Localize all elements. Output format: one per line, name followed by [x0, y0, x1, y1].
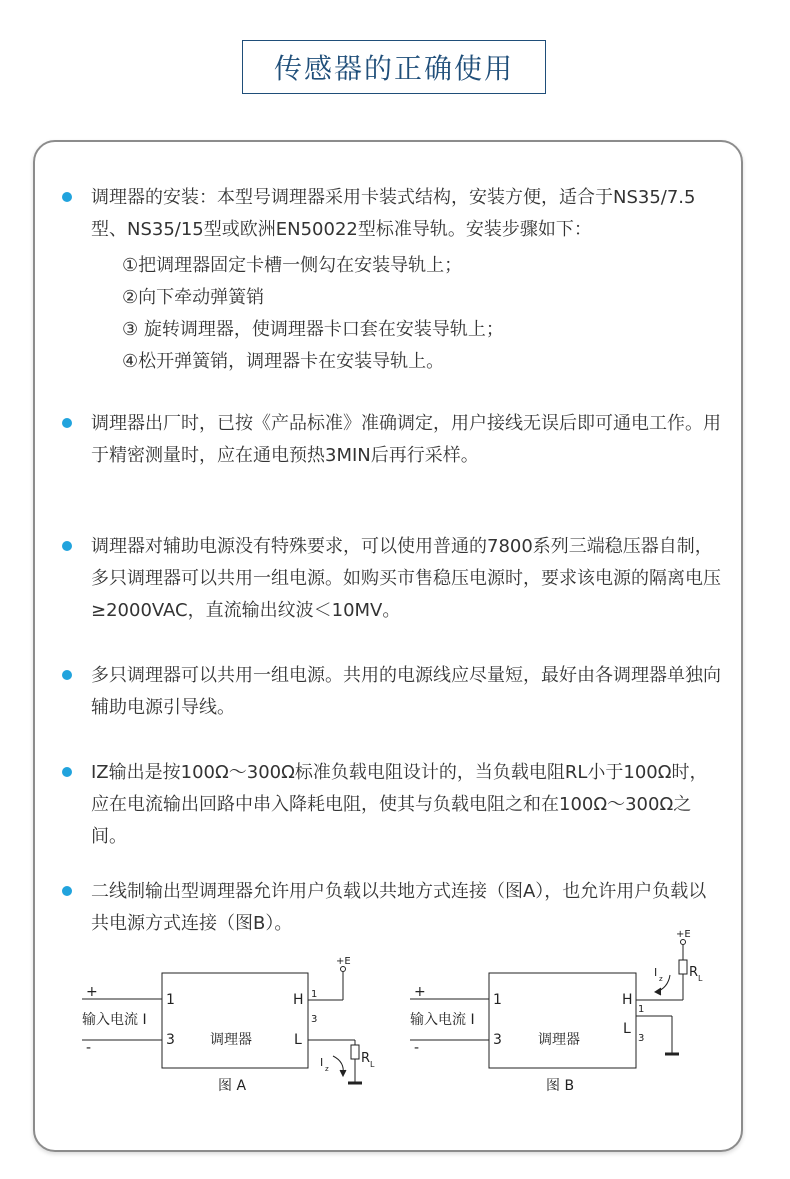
- diagram-b: [410, 940, 687, 1069]
- h-label-a: H: [293, 992, 304, 1008]
- plus-label-a: +: [86, 984, 98, 1000]
- minus-label-b: -: [414, 1040, 420, 1056]
- h-pin-b: 1: [638, 1004, 645, 1015]
- page-title: 传感器的正确使用: [242, 40, 546, 94]
- step-2: ②向下牵动弹簧销: [122, 287, 265, 308]
- input-label-a: 输入电流 I: [82, 1012, 147, 1028]
- two-wire-text: 二线制输出型调理器允许用户负载以共地方式连接（图A），也允许用户负载以共电源方式连接（图B）。: [91, 881, 707, 934]
- l-label-a: L: [294, 1032, 302, 1048]
- r-sub-b: L: [698, 974, 703, 983]
- pin1-b: 1: [493, 992, 502, 1008]
- l-pin-a: 3: [311, 1014, 318, 1025]
- h-label-b: H: [622, 992, 633, 1008]
- pin3-b: 3: [493, 1032, 502, 1048]
- step-4: ④松开弹簧销，调理器卡在安装导轨上。: [122, 351, 445, 372]
- load-resistor-a: [351, 1045, 359, 1059]
- supply-terminal-a: [341, 967, 346, 972]
- caption-b: 图 B: [546, 1078, 575, 1094]
- caption-a: 图 A: [218, 1078, 247, 1094]
- l-pin-b: 3: [638, 1033, 645, 1044]
- step-3: ③ 旋转调理器，使调理器卡口套在安装导轨上；: [122, 319, 504, 340]
- h-pin-a: 1: [311, 989, 318, 1000]
- r-sub-a: L: [370, 1060, 375, 1069]
- pin3-a: 3: [166, 1032, 175, 1048]
- pin1-a: 1: [166, 992, 175, 1008]
- input-label-b: 输入电流 I: [410, 1012, 475, 1028]
- power-text: 调理器对辅助电源没有特殊要求，可以使用普通的7800系列三端稳压器自制，多只调理器可以共用一组电源。如购买市售稳压电源时，要求该电源的隔离电压≥2000VAC，直流输出纹波＜10MV。: [91, 536, 721, 621]
- box-label-a: 调理器: [210, 1032, 252, 1048]
- factory-text: 调理器出厂时，已按《产品标准》准确调定，用户接线无误后即可通电工作。用于精密测量时，应在通电预热3MIN后再行采样。: [91, 413, 721, 466]
- plus-label-b: +: [414, 984, 426, 1000]
- r-label-a: R: [361, 1051, 371, 1066]
- supply-label-b: +E: [676, 929, 691, 940]
- iz-sub-b: z: [659, 975, 663, 983]
- install-text: 调理器的安装：本型号调理器采用卡装式结构，安装方便，适合于NS35/7.5型、NS35/15型或欧洲EN50022型标准导轨。安装步骤如下：: [91, 187, 696, 240]
- iz-sub-a: z: [325, 1065, 329, 1073]
- iz-label-a: I: [320, 1056, 324, 1069]
- load-resistor-b: [679, 960, 687, 974]
- minus-label-a: -: [86, 1040, 92, 1056]
- iz-label-b: I: [654, 966, 658, 979]
- step-1: ①把调理器固定卡槽一侧勾在安装导轨上；: [122, 255, 463, 276]
- box-label-b: 调理器: [538, 1032, 580, 1048]
- diagram-a-labels: [82, 956, 375, 1094]
- iz-output-text: IZ输出是按100Ω～300Ω标准负载电阻设计的，当负载电阻RL小于100Ω时，应在电流输出回路中串入降耗电阻，使其与负载电阻之和在100Ω～300Ω之间。: [91, 762, 708, 847]
- shared-power-text: 多只调理器可以共用一组电源。共用的电源线应尽量短，最好由各调理器单独向辅助电源引导线。: [91, 665, 721, 718]
- r-label-b: R: [689, 965, 699, 980]
- supply-terminal-b: [681, 940, 686, 945]
- l-label-b: L: [623, 1021, 631, 1037]
- conditioner-box-b: [489, 973, 636, 1068]
- diagram-b-labels: [410, 929, 703, 1094]
- conditioner-box-a: [162, 973, 308, 1068]
- supply-label-a: +E: [336, 956, 351, 967]
